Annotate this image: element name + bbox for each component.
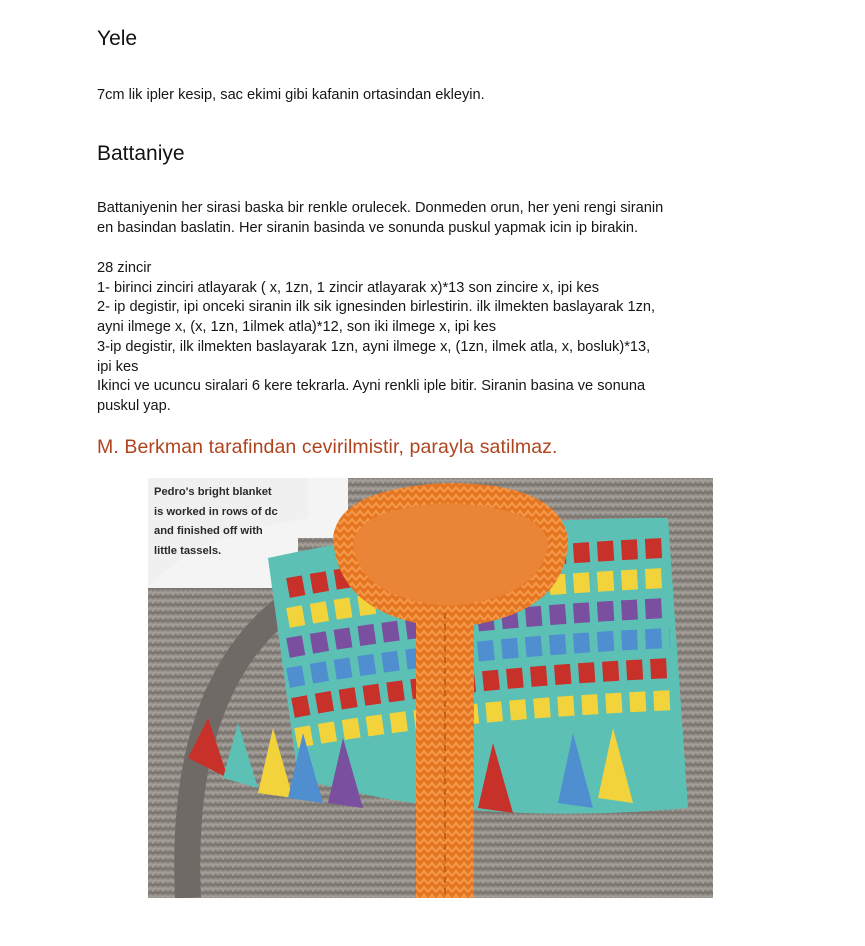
caption-line: Pedro's bright blanket <box>154 486 272 498</box>
caption-line: little tassels. <box>154 544 222 557</box>
yele-text: 7cm lik ipler kesip, sac ekimi gibi kafanin ortasindan ekleyin. <box>97 87 485 103</box>
pattern-line: Ikinci ve ucuncu siralari 6 kere tekrarla. Ayni renkli iple bitir. Siranin basina ve sonuna <box>97 378 646 395</box>
pattern-line: 28 zincir <box>97 260 152 276</box>
intro-line: en basindan baslatin. Her siranin basinda ve sonunda puskul yapmak icin ip birakin. <box>97 219 639 236</box>
pattern-line: ipi kes <box>97 358 139 375</box>
heading-yele: Yele <box>97 27 138 50</box>
pattern-line: puskul yap. <box>97 397 171 414</box>
photo-caption <box>154 483 278 561</box>
translator-credit: M. Berkman tarafindan cevirilmistir, parayla satilmaz. <box>97 436 558 458</box>
pattern-line: 3-ip degistir, ilk ilmekten baslayarak 1zn, ayni ilmege x, (1zn, ilmek atla, x, bosluk)*13, <box>97 338 651 355</box>
heading-battaniye: Battaniye <box>97 142 185 165</box>
caption-line: and finished off with <box>154 525 263 537</box>
blanket-photo <box>148 478 713 898</box>
pattern-line: ayni ilmege x, (x, 1zn, 1ilmek atla)*12, son iki ilmege x, ipi kes <box>97 319 497 336</box>
battaniye-intro <box>97 199 797 238</box>
pattern-line: 2- ip degistir, ipi onceki siranin ilk sik ignesinden birlestirin. ilk ilmekten baslayarak 1zn, <box>97 299 656 316</box>
intro-line: Battaniyenin her sirasi baska bir renkle orulecek. Donmeden orun, her yeni rengi siranin <box>97 200 664 216</box>
pattern-line: 1- birinci zinciri atlayarak ( x, 1zn, 1 zincir atlayarak x)*13 son zincire x, ipi kes <box>97 279 600 296</box>
battaniye-pattern <box>97 259 797 417</box>
caption-line: is worked in rows of dc <box>154 505 278 518</box>
